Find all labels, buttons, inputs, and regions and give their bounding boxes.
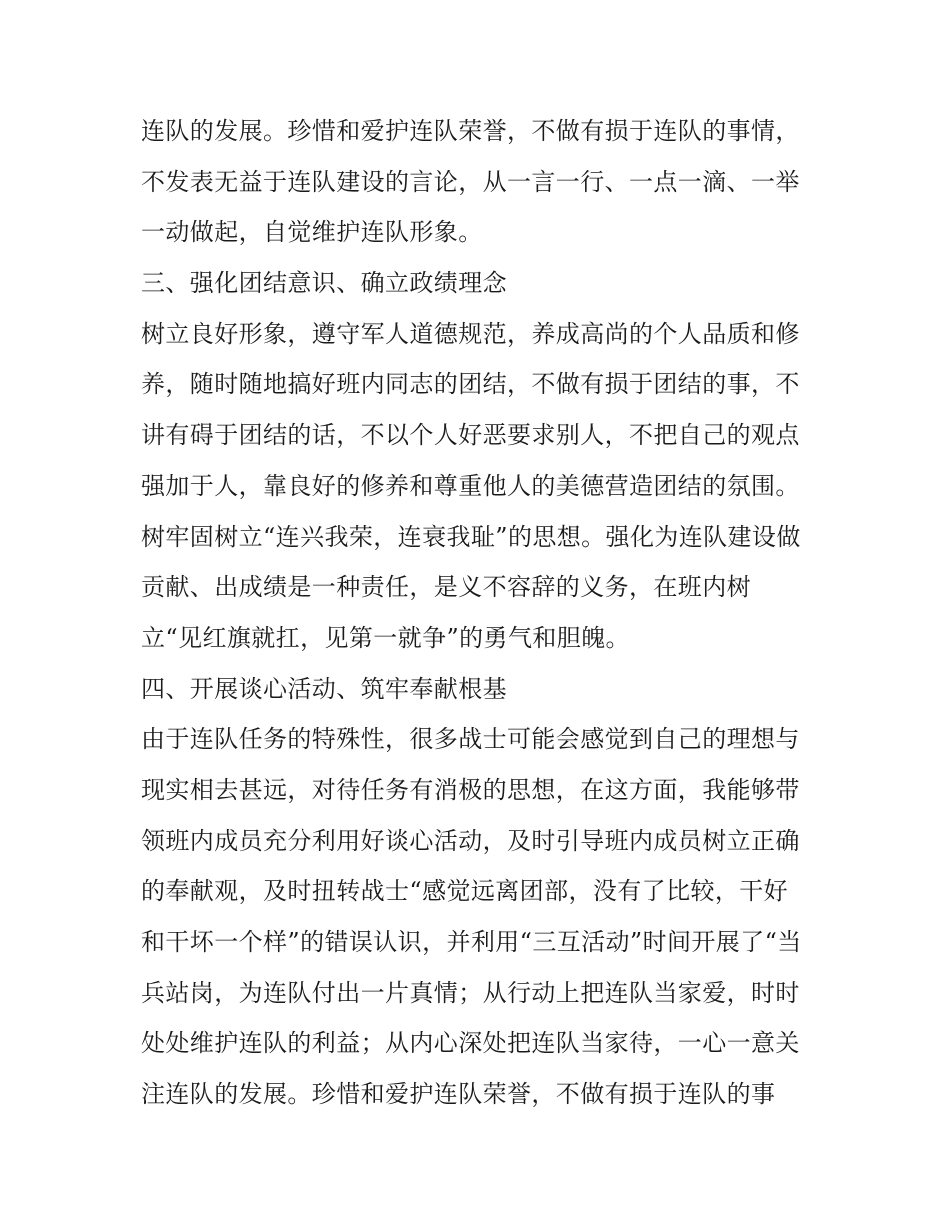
text-line: 树牢固树立“连兴我荣，连衰我耻”的思想。强化为连队建设做 [141, 522, 801, 551]
text-line: 立“见红旗就扛，见第一就争”的勇气和胆魄。 [141, 623, 630, 652]
text-line: 树立良好形象，遵守军人道德规范，养成高尚的个人品质和修 [141, 319, 800, 348]
text-line: 贡献、出成绩是一种责任，是义不容辞的义务，在班内树 [141, 573, 751, 602]
text-line: 兵站岗，为连队付出一片真情；从行动上把连队当家爱，时时 [141, 978, 800, 1007]
text-line: 强加于人，靠良好的修养和尊重他人的美德营造团结的氛围。 [141, 471, 800, 500]
text-line: 处处维护连队的利益；从内心深处把连队当家待，一心一意关 [141, 1029, 800, 1058]
text-line: 讲有碍于团结的话，不以个人好恶要求别人，不把自己的观点 [141, 421, 800, 450]
text-line: 养，随时随地搞好班内同志的团结，不做有损于团结的事，不 [141, 370, 800, 399]
text-line: 连队的发展。珍惜和爱护连队荣誉，不做有损于连队的事情， [141, 117, 800, 145]
section-heading: 四、开展谈心活动、筑牢奉献根基 [141, 674, 507, 703]
text-line: 注连队的发展。珍惜和爱护连队荣誉，不做有损于连队的事 [141, 1080, 776, 1109]
text-line: 一动做起，自觉维护连队形象。 [141, 218, 483, 247]
text-line: 领班内成员充分利用好谈心活动，及时引导班内成员树立正确 [141, 826, 800, 855]
text-line: 由于连队任务的特殊性，很多战士可能会感觉到自己的理想与 [141, 725, 800, 754]
document-body [141, 106, 821, 1120]
text-line: 和干坏一个样”的错误认识，并利用“三互活动”时间开展了“当 [141, 928, 802, 956]
section-heading: 三、强化团结意识、确立政绩理念 [141, 269, 507, 298]
text-line: 不发表无益于连队建设的言论，从一言一行、一点一滴、一举 [141, 167, 800, 196]
text-line: 的奉献观，及时扭转战士“感觉远离团部，没有了比较，干好 [141, 877, 789, 906]
text-line: 现实相去甚远，对待任务有消极的思想，在这方面，我能够带 [141, 775, 800, 804]
